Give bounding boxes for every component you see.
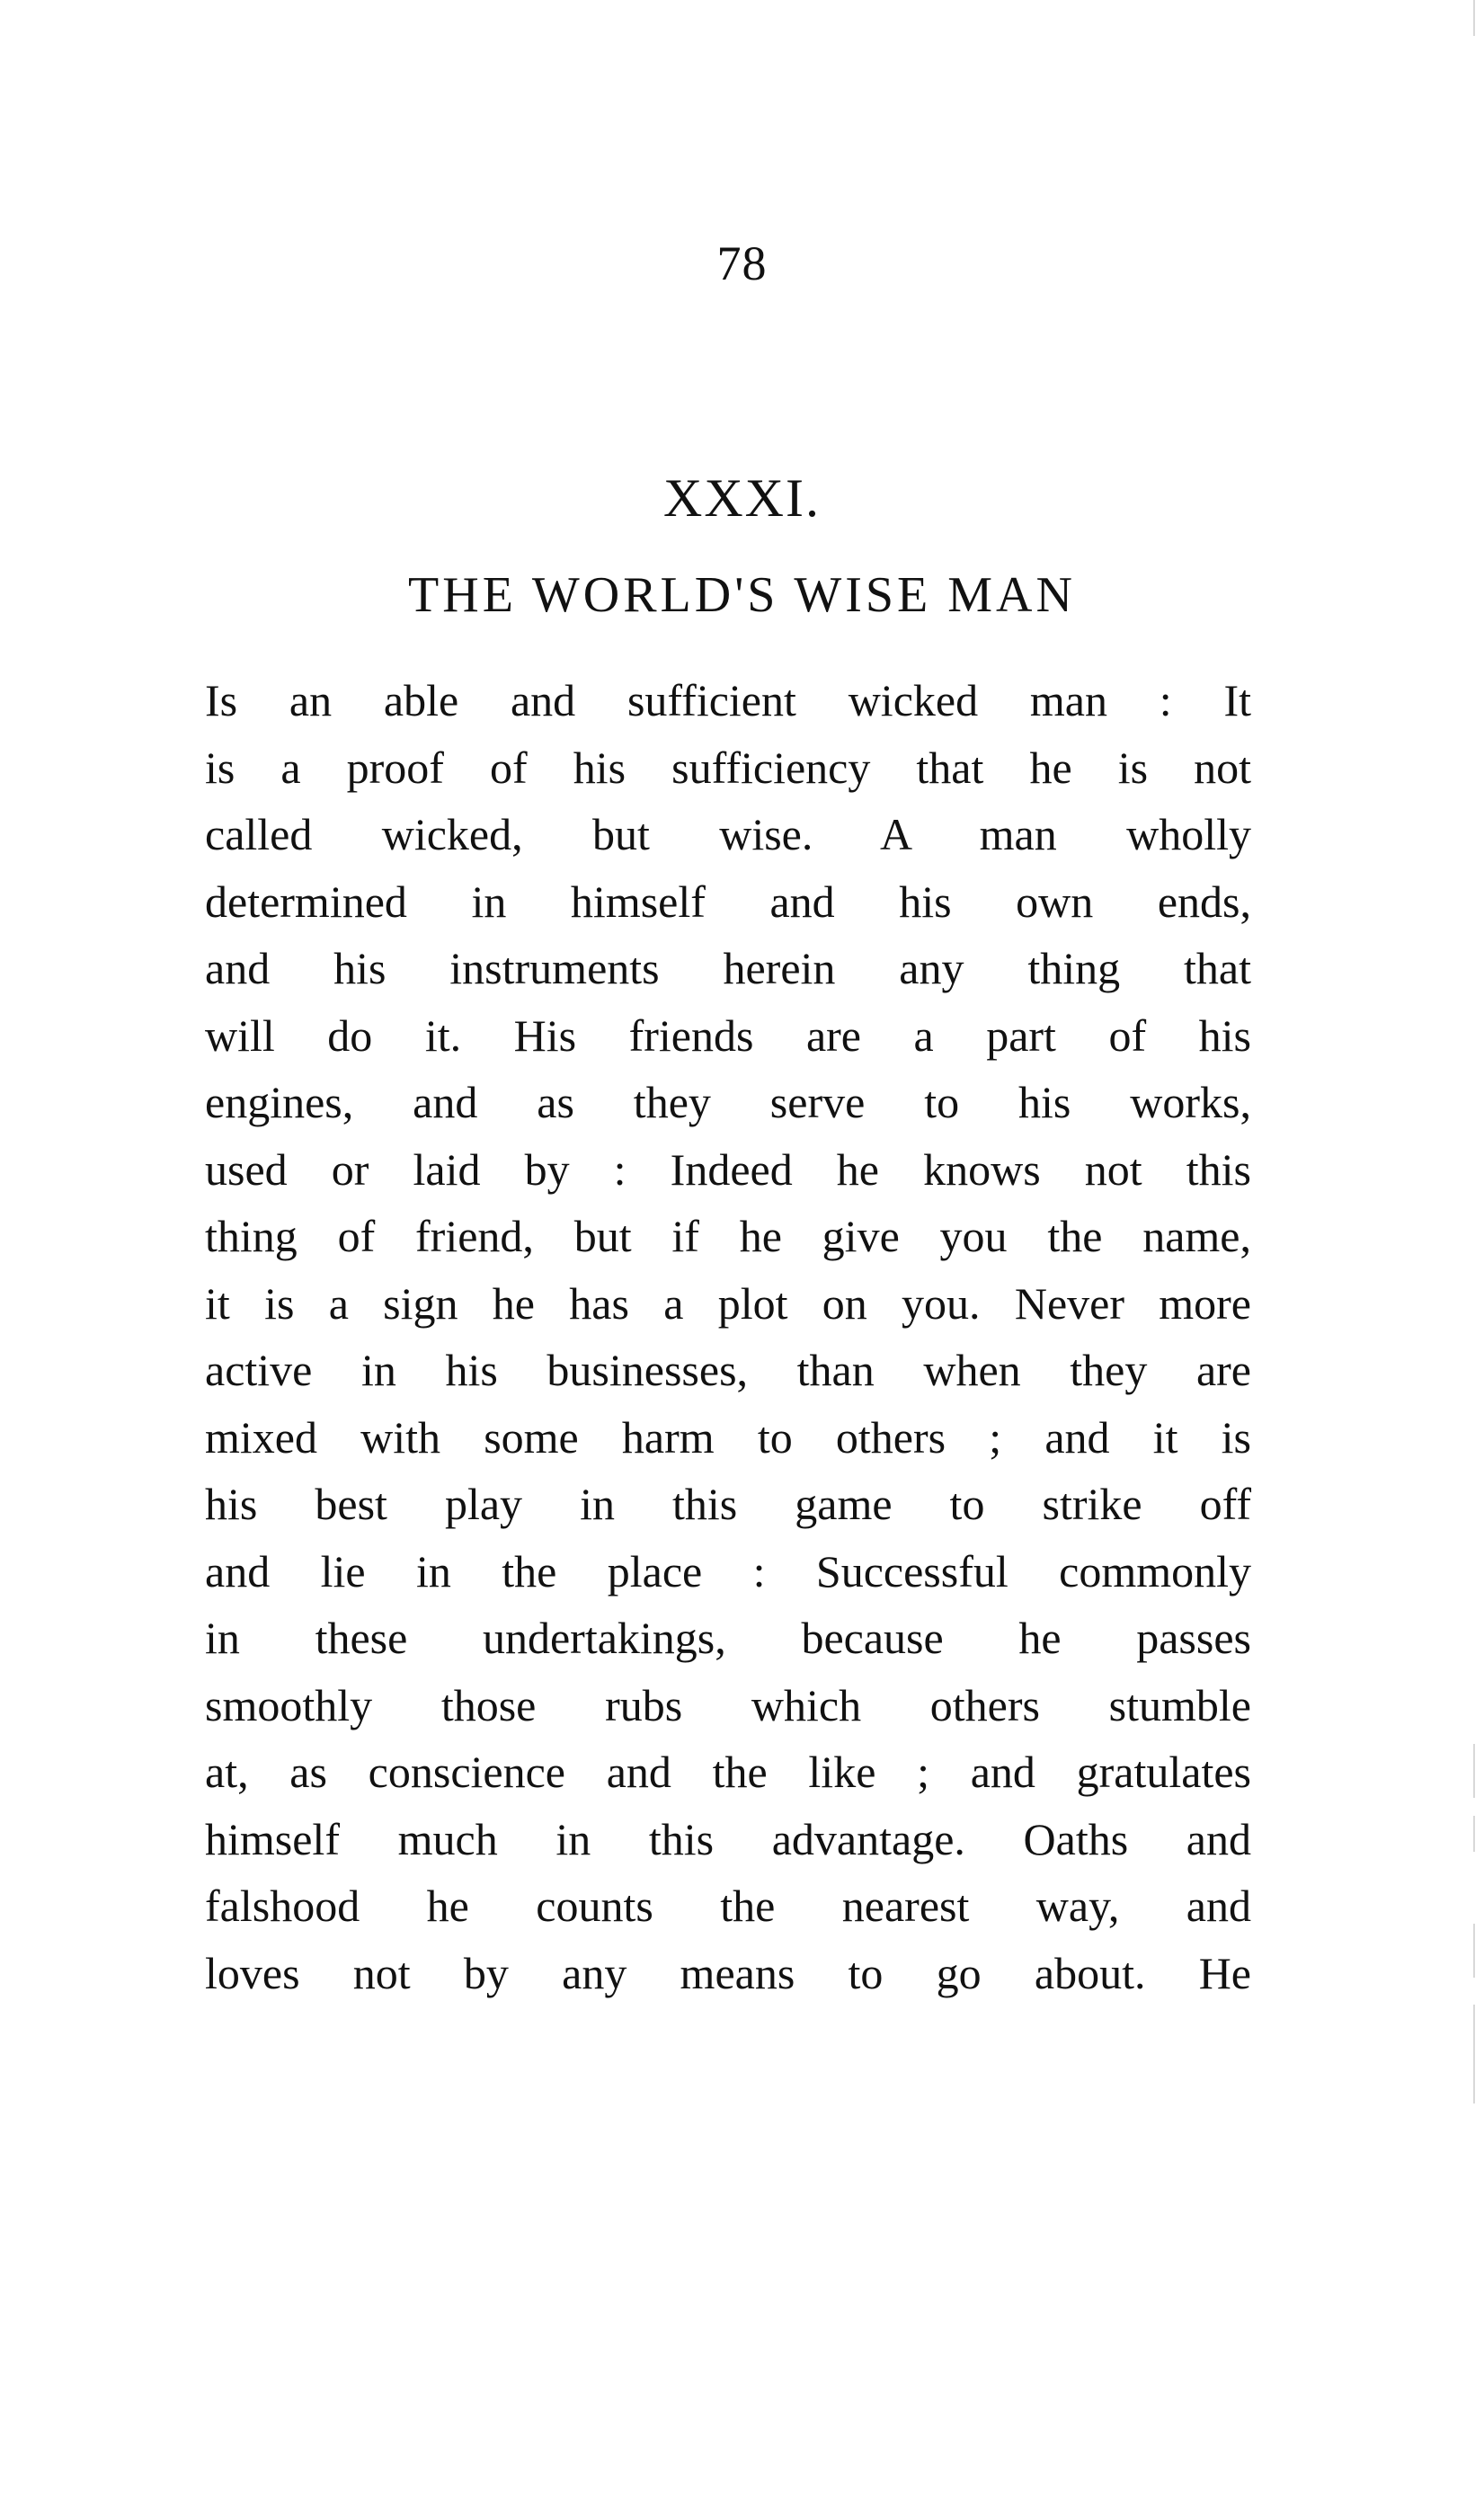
text-line: at, as conscience and the like ; and gratulates [205,1747,1251,1797]
text-line: falshood he counts the nearest way, and [205,1881,1251,1931]
page-number: 78 [716,236,768,290]
text-line: used or laid by : Indeed he knows not this [205,1143,1251,1195]
text-line: in these undertakings, because he passes [205,1613,1251,1663]
scan-margin-mark [1473,0,1475,36]
text-line: mixed with some harm to others ; and it is [205,1411,1251,1463]
text-line: loves not by any means to go about. He [205,1947,1251,1998]
text-line: determined in himself and his own ends, [205,876,1251,927]
text-line: smoothly those rubs which others stumble [205,1679,1251,1730]
scan-margin-mark [1473,2005,1475,2103]
text-line: it is a sign he has a plot on you. Never more [205,1277,1251,1329]
scan-margin-mark [1473,1816,1475,1852]
scan-margin-mark [1473,1924,1475,1978]
text-line: is a proof of his sufficiency that he is not [205,742,1251,793]
text-line: Is an able and sufficient wicked man : It [205,675,1251,725]
text-line: engines, and as they serve to his works, [205,1077,1251,1127]
chapter-title: THE WORLD'S WISE MAN [408,567,1076,623]
text-line: thing of friend, but if he give you the name, [205,1211,1251,1261]
scan-margin-mark [1473,1744,1475,1798]
text-line: and lie in the place : Successful commonly [205,1545,1251,1596]
text-line: will do it. His friends are a part of his [205,1009,1251,1061]
text-line: called wicked, but wise. A man wholly [205,809,1251,859]
text-line: himself much in this advantage. Oaths and [205,1813,1251,1864]
chapter-number: XXXI. [663,468,821,528]
body-text [205,667,1251,2006]
text-line: and his instruments herein any thing that [205,943,1251,993]
text-line: his best play in this game to strike off [205,1479,1251,1529]
text-line: active in his businesses, than when they are [205,1345,1251,1395]
